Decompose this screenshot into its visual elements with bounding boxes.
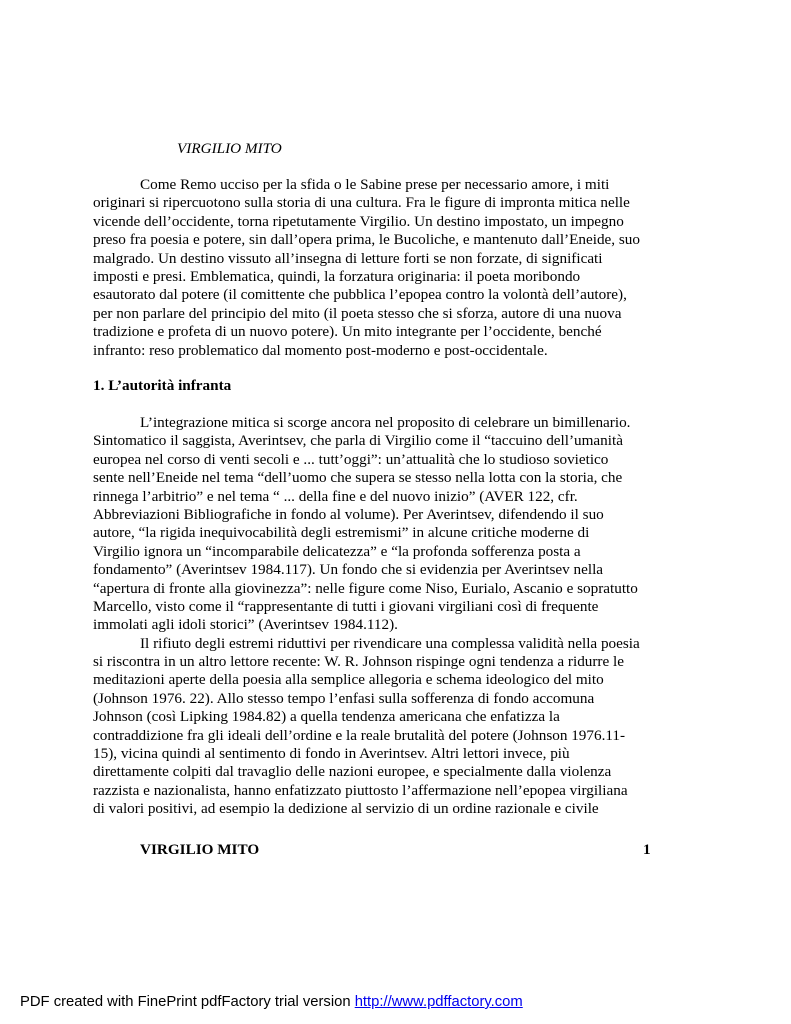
footer-title: VIRGILIO MITO — [140, 841, 260, 858]
intro-paragraph — [93, 176, 663, 360]
text-line: Johnson (così Lipking 1984.82) a quella tendenza americana che enfatizza la — [93, 708, 560, 726]
text-line: Marcello, visto come il “rappresentante di tutti i giovani virgiliani così di frequente — [93, 597, 599, 615]
text-line: rinnega l’arbitrio” e nel tema “ ... della fine e del nuovo inizio” (AVER 122, cfr. — [93, 487, 578, 505]
text-line: infranto: reso problematico dal momento post-moderno e post-occidentale. — [93, 341, 548, 359]
text-line: si riscontra in un altro lettore recente: W. R. Johnson rispinge ogni tendenza a ridurre le — [93, 653, 624, 671]
text-line: Il rifiuto degli estremi riduttivi per rivendicare una complessa validità nella poesia — [140, 634, 640, 652]
text-line: tradizione e profeta di un nuovo potere). Un mito integrante per l’occidente, benché — [93, 323, 602, 341]
text-line: per non parlare del principio del mito (il poeta stesso che si sforza, autore di una nuova — [93, 304, 622, 322]
body-paragraphs — [93, 414, 663, 819]
text-line: esautorato dal potere (il comittente che pubblica l’epopea contro la volontà dell’autore), — [93, 286, 627, 304]
text-line: razzista e nazionalista, hanno enfatizzato piuttosto l’affermazione nell’epopea virgiliana — [93, 781, 628, 799]
text-line: di valori positivi, ad esempio la dedizione al servizio di un ordine razionale e civile — [93, 800, 599, 818]
text-line: Sintomatico il saggista, Averintsev, che parla di Virgilio come il “taccuino dell’umanità — [93, 432, 623, 450]
text-line: 15), vicina quindi al sentimento di fondo in Averintsev. Altri lettori invece, più — [93, 745, 570, 763]
text-line: originari si ripercuotono sulla storia di una cultura. Fra le figure di impronta mitica nelle — [93, 194, 630, 212]
text-line: fondamento” (Averintsev 1984.117). Un fondo che si evidenzia per Averintsev nella — [93, 561, 604, 579]
text-line: sente nell’Eneide nel tema “dell’uomo che supera se stesso nella lotta con la storia, che — [93, 469, 623, 487]
trial-banner — [20, 993, 523, 1011]
text-line: autore, “la rigida inequivocabilità degli estremismi” in alcune critiche moderne di — [93, 524, 590, 542]
text-line: (Johnson 1976. 22). Allo stesso tempo l’enfasi sulla sofferenza di fondo accomuna — [93, 689, 595, 707]
text-line: vicende dell’occidente, torna ripetutamente Virgilio. Un destino impostato, un impegno — [93, 212, 624, 230]
trial-banner-text: PDF created with FinePrint pdfFactory trial version — [20, 994, 355, 1010]
text-line: malgrado. Un destino vissuto all’insegna di letture forti se non forzate, di significati — [93, 249, 603, 267]
pdffactory-link[interactable]: http://www.pdffactory.com — [354, 994, 523, 1010]
text-line: Virgilio ignora un “incomparabile delicatezza” e “la profonda sofferenza posta a — [93, 542, 581, 560]
text-line: direttamente colpiti dal travaglio delle nazioni europee, e specialmente dalla violenza — [93, 763, 612, 781]
text-line: immolati agli idoli storici” (Averintsev 1984.112). — [93, 616, 398, 634]
text-line: imposti e presi. Emblematica, quindi, la forzatura originaria: il poeta moribondo — [93, 267, 581, 285]
text-line: meditazioni aperte della poesia alla semplice allegoria e schema ideologico del mito — [93, 671, 604, 689]
text-line: Abbreviazioni Bibliografiche in fondo al volume). Per Averintsev, difendendo il suo — [93, 505, 604, 523]
document-title: VIRGILIO MITO — [177, 140, 282, 157]
section-heading: 1. L’autorità infranta — [93, 377, 232, 394]
text-line: europea nel corso di venti secoli e ... tutt’oggi”: un’attualità che lo studioso sovietico — [93, 450, 609, 468]
text-line: Come Remo ucciso per la sfida o le Sabine prese per necessario amore, i miti — [140, 176, 610, 193]
text-line: L’integrazione mitica si scorge ancora nel proposito di celebrare un bimillenario. — [140, 414, 631, 431]
text-line: “apertura di fronte alla giovinezza”: nelle figure come Niso, Eurialo, Ascanio e sopratutto — [93, 579, 638, 597]
text-line: preso fra poesia e potere, sin dall’opera prima, le Bucoliche, e mantenuto dall’Eneide, suo — [93, 231, 640, 249]
page-number: 1 — [643, 841, 651, 858]
text-line: contraddizione fra gli ideali dell’ordine e la reale brutalità del potere (Johnson 1976.11- — [93, 726, 626, 744]
